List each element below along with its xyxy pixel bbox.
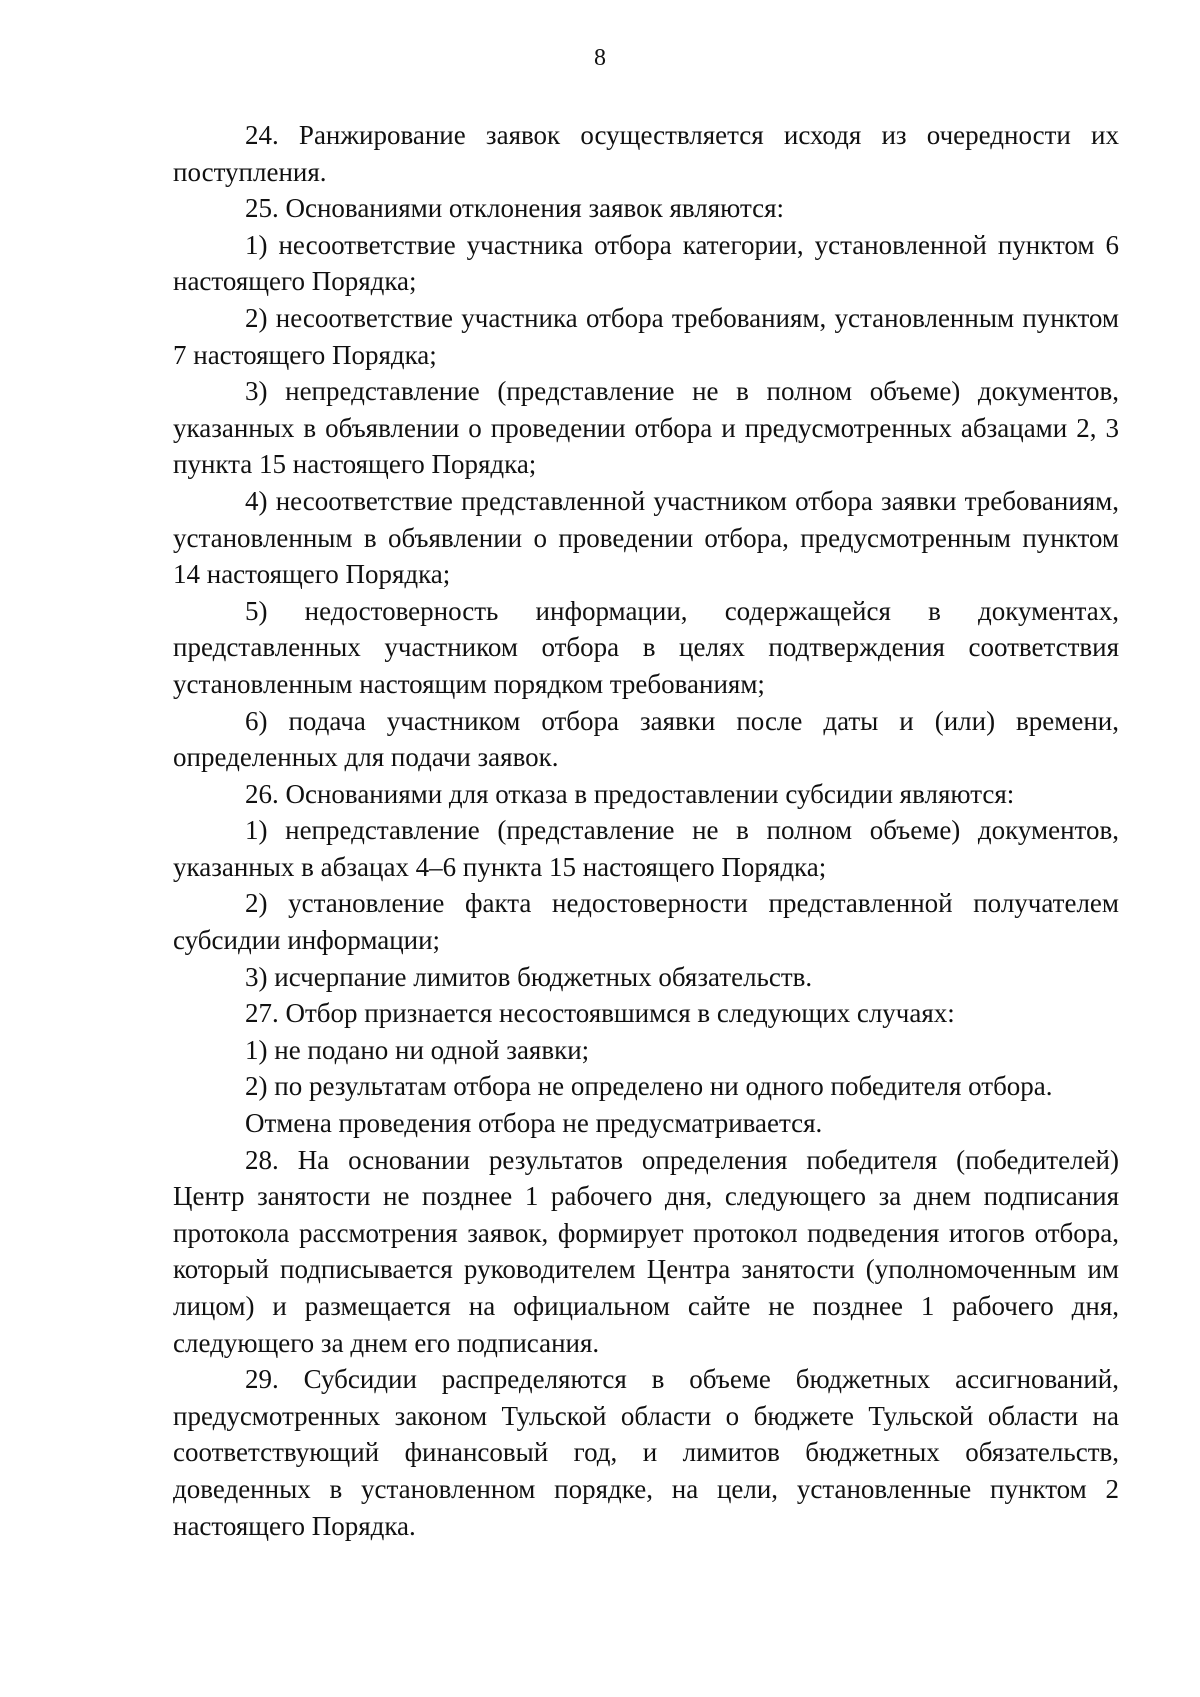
paragraph-26: 26. Основаниями для отказа в предоставлении субсидии являются: — [245, 778, 1015, 809]
list-item: 1) непредставление (представление не в полном объеме) документов, указанных в абзацах 4–6 пункта 15 настоящего Порядка; — [173, 815, 1119, 882]
list-item: 2) несоответствие участника отбора требованиям, установленным пунктом 7 настоящего Порядка; — [173, 302, 1119, 370]
list-item: 3) исчерпание лимитов бюджетных обязательств. — [245, 961, 813, 992]
list-item: 6) подача участником отбора заявки после даты и (или) времени, определенных для подачи заявок. — [173, 705, 1119, 773]
document-body — [173, 117, 1119, 1544]
list-item: 1) не подано ни одной заявки; — [245, 1034, 590, 1065]
paragraph-27: 27. Отбор признается несостоявшимся в следующих случаях: — [245, 998, 955, 1029]
page-number: 8 — [594, 45, 606, 71]
list-item: 4) несоответствие представленной участником отбора заявки требованиям, установленным в объявлении о проведении отбора, предусмотренным пунктом 14 настоящего Порядка; — [173, 485, 1119, 590]
list-item: 1) несоответствие участника отбора категории, установленной пунктом 6 настоящего Порядка; — [173, 229, 1119, 297]
list-item: 2) по результатам отбора не определено ни одного победителя отбора. — [245, 1071, 1053, 1102]
paragraph-25: 25. Основаниями отклонения заявок являются: — [245, 193, 784, 224]
list-item: 2) установление факта недостоверности представленной получателем субсидии информации; — [173, 888, 1119, 956]
paragraph-28: 28. На основании результатов определения победителя (победителей) Центр занятости не позднее 1 рабочего дня, следующего за днем подписания протокола рассмотрения заявок, формирует протокол подведения итогов отбора, который подписывается руководителем Центра занятости (уполномоченным им лицом) и размещается на официальном сайте не позднее 1 рабочего дня, следующего за днем его подписания. — [173, 1144, 1119, 1358]
paragraph-29: 29. Субсидии распределяются в объеме бюджетных ассигнований, предусмотренных законом Тульской области о бюджете Тульской области на соответствующий финансовый год, и лимитов бюджетных обязательств, доведенных в установленном порядке, на цели, установленные пунктом 2 настоящего Порядка. — [173, 1364, 1119, 1541]
paragraph-text: Отмена проведения отбора не предусматривается. — [245, 1108, 823, 1139]
paragraph-24: 24. Ранжирование заявок осуществляется исходя из очередности их поступления. — [173, 120, 1119, 187]
list-item: 5) недостоверность информации, содержащейся в документах, представленных участником отбора в целях подтверждения соответствия установленным настоящим порядком требованиям; — [173, 595, 1119, 699]
list-item: 3) непредставление (представление не в полном объеме) документов, указанных в объявлении о проведении отбора и предусмотренных абзацами 2, 3 пункта 15 настоящего Порядка; — [173, 376, 1119, 480]
